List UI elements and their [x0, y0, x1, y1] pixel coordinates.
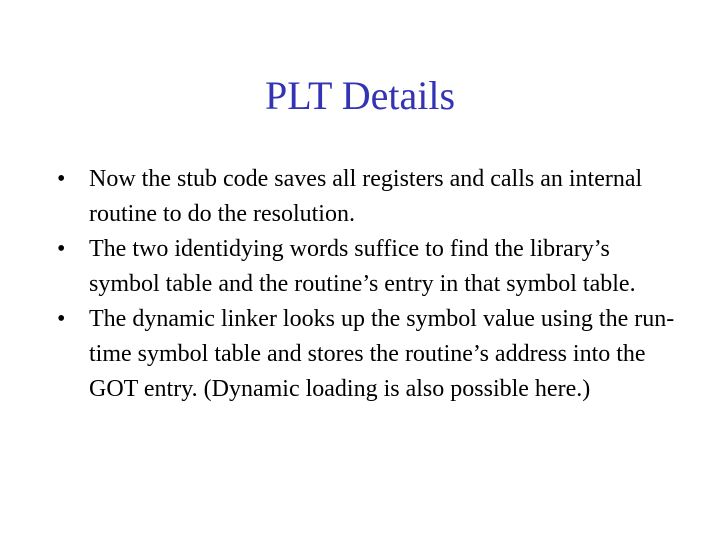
bullet-item	[0, 232, 720, 302]
bullet-icon: •	[57, 306, 66, 332]
slide-title: PLT Details	[264, 73, 456, 118]
bullet-text: The two identidying words suffice to find the library’s symbol table and the routine’s entry in that symbol table.	[89, 236, 636, 297]
bullet-list	[0, 162, 720, 407]
bullet-item	[0, 302, 720, 407]
bullet-item	[0, 162, 720, 232]
bullet-text: Now the stub code saves all registers and calls an internal routine to do the resolution.	[89, 166, 643, 227]
bullet-icon: •	[57, 236, 66, 262]
bullet-text: The dynamic linker looks up the symbol value using the run-time symbol table and stores the routine’s address into the GOT entry. (Dynamic loading is also possible here.)	[89, 306, 675, 402]
bullet-icon: •	[57, 166, 66, 192]
